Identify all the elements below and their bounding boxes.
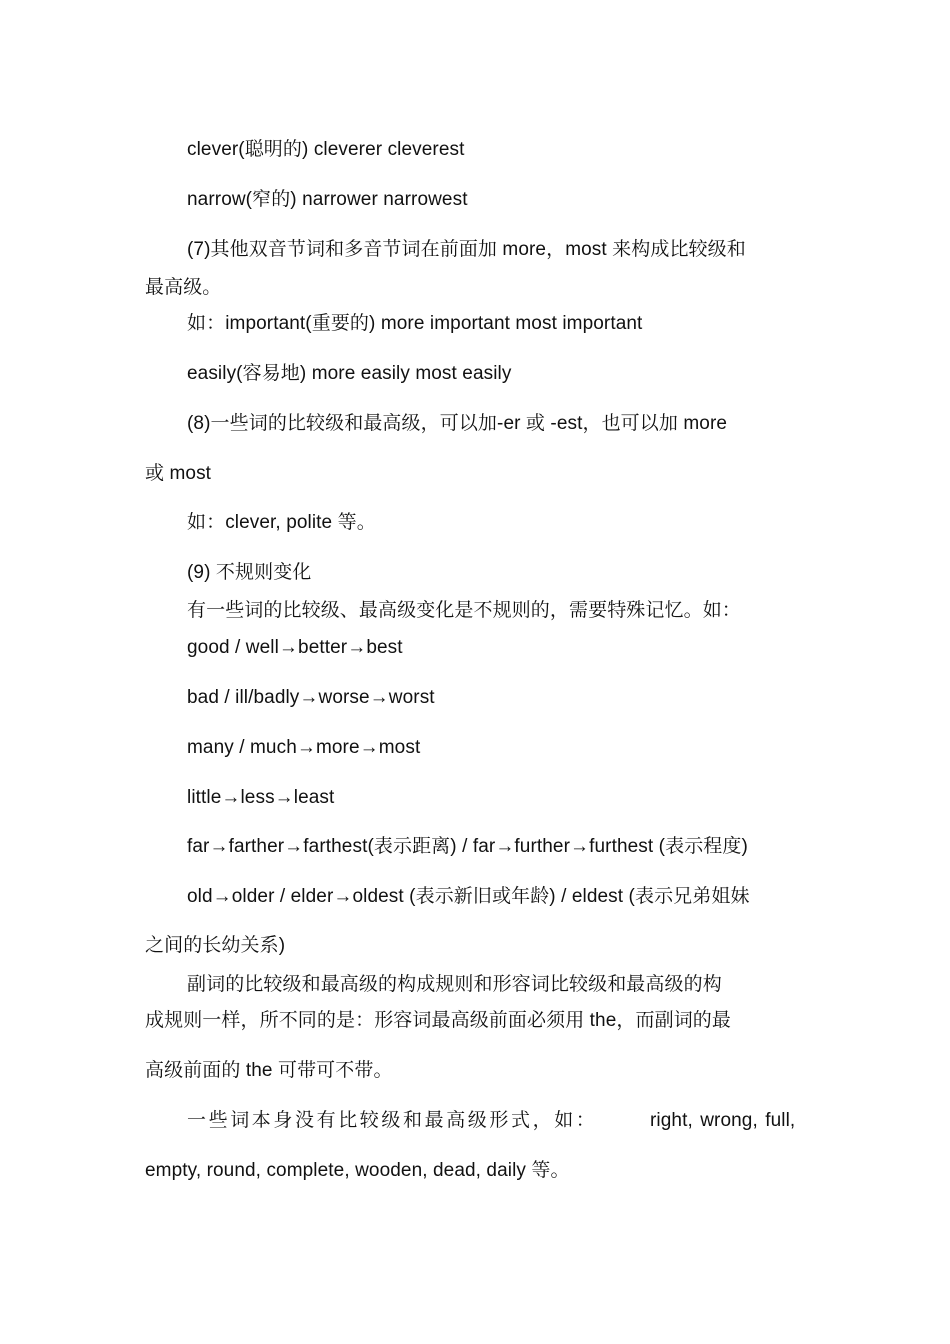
text-line-good: good / well→better→best xyxy=(187,637,403,658)
text-line-adverb-para: 副词的比较级和最高级的构成规则和形容词比较级和最高级的构 xyxy=(187,974,722,995)
text-line-no-comparative-cont: empty, round, complete, wooden, dead, daily 等。 xyxy=(145,1160,570,1181)
text-line-no-comparative-words: right, wrong, full, xyxy=(650,1110,796,1131)
text-line-clever: clever(聪明的) cleverer cleverest xyxy=(187,139,465,160)
text-line-old: old→older / elder→oldest (表示新旧或年龄) / eldest (表示兄弟姐妹 xyxy=(187,886,750,907)
text-line-no-comparative: 一些词本身没有比较级和最高级形式，如： xyxy=(187,1110,598,1131)
text-line-narrow: narrow(窄的) narrower narrowest xyxy=(187,189,468,210)
text-line-easily: easily(容易地) more easily most easily xyxy=(187,363,512,384)
text-line-rule-8-cont: 或 most xyxy=(145,463,212,484)
text-line-far: far→farther→farthest(表示距离) / far→further→furthest (表示程度) xyxy=(187,836,748,857)
text-line-irregular-intro: 有一些词的比较级、最高级变化是不规则的，需要特殊记忆。如： xyxy=(187,600,741,621)
text-line-rule-7-cont: 最高级。 xyxy=(145,277,222,298)
text-line-adverb-para-2: 成规则一样，所不同的是：形容词最高级前面必须用 the，而副词的最 xyxy=(145,1010,731,1031)
text-line-rule-7: (7)其他双音节词和多音节词在前面加 more，most 来构成比较级和 xyxy=(187,239,746,260)
text-line-rule-8: (8)一些词的比较级和最高级，可以加-er 或 -est，也可以加 more xyxy=(187,413,728,434)
text-line-bad: bad / ill/badly→worse→worst xyxy=(187,687,435,708)
text-line-adverb-para-3: 高级前面的 the 可带可不带。 xyxy=(145,1060,393,1081)
text-line-little: little→less→least xyxy=(187,787,335,808)
text-line-important: 如：important(重要的) more important most important xyxy=(187,313,643,334)
text-line-rule-9: (9) 不规则变化 xyxy=(187,562,312,583)
text-line-old-cont: 之间的长幼关系) xyxy=(145,935,286,956)
text-line-many: many / much→more→most xyxy=(187,737,421,758)
text-line-clever-polite: 如：clever, polite 等。 xyxy=(187,512,376,533)
